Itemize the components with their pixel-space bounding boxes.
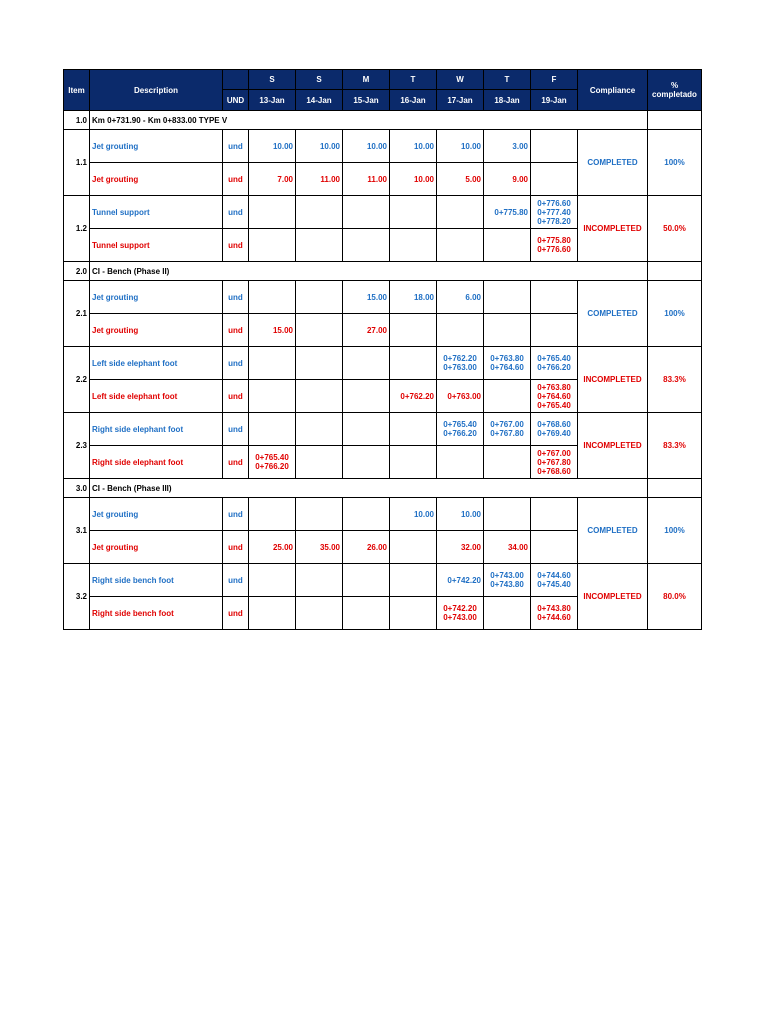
- row-description: Jet grouting: [90, 163, 223, 196]
- day-cell: [249, 498, 296, 531]
- day-cell: [390, 564, 437, 597]
- section-band: [648, 479, 702, 498]
- day-cell: [343, 531, 390, 564]
- day-value: 10.00: [413, 174, 434, 184]
- day-value: 0+743.00: [443, 613, 477, 622]
- day-cell: [437, 498, 484, 531]
- row-description: Jet grouting: [90, 130, 223, 163]
- day-value: 0+743.00: [490, 571, 524, 580]
- day-cell: [343, 130, 390, 163]
- day-cell: [437, 564, 484, 597]
- row-description: Right side elephant foot: [90, 446, 223, 479]
- day-cell: [484, 446, 531, 479]
- compliance-status: INCOMPLETED: [578, 196, 648, 262]
- row-item: 1.2: [64, 196, 90, 262]
- compliance-status: COMPLETED: [578, 281, 648, 347]
- percent-complete: 83.3%: [648, 347, 702, 413]
- day-value: 15.00: [366, 292, 387, 302]
- day-cell: [343, 163, 390, 196]
- day-cell: [296, 597, 343, 630]
- row-description: Jet grouting: [90, 498, 223, 531]
- day-cell: [390, 314, 437, 347]
- row-unit: und: [223, 380, 249, 413]
- day-value: 0+768.60: [537, 420, 571, 429]
- day-cell: [390, 413, 437, 446]
- day-cell: [296, 130, 343, 163]
- section-item: 1.0: [64, 111, 90, 130]
- day-value: 0+765.40: [537, 400, 571, 410]
- day-cell: [296, 163, 343, 196]
- day-cell: [484, 196, 531, 229]
- day-value: 0+777.40: [537, 207, 571, 217]
- header-dow: S: [249, 70, 296, 90]
- table-header: [64, 70, 702, 111]
- day-cell: [296, 380, 343, 413]
- day-cell: [484, 531, 531, 564]
- day-cell: [531, 229, 578, 262]
- section-title: CI - Bench (Phase III): [90, 479, 648, 498]
- row-unit: und: [223, 347, 249, 380]
- row-unit: und: [223, 564, 249, 597]
- day-cell: [437, 531, 484, 564]
- day-cell: [296, 446, 343, 479]
- row-unit: und: [223, 531, 249, 564]
- header-dow: S: [296, 70, 343, 90]
- day-cell: [437, 281, 484, 314]
- row-unit: und: [223, 446, 249, 479]
- compliance-status: INCOMPLETED: [578, 564, 648, 630]
- day-value: 0+742.20: [443, 604, 477, 613]
- day-cell: [531, 130, 578, 163]
- percent-complete: 100%: [648, 498, 702, 564]
- day-cell: [390, 498, 437, 531]
- day-value: 10.00: [366, 141, 387, 151]
- day-cell: [296, 498, 343, 531]
- day-cell: [296, 564, 343, 597]
- day-value: 5.00: [465, 174, 481, 184]
- day-cell: [437, 314, 484, 347]
- day-cell: [343, 498, 390, 531]
- day-cell: [437, 380, 484, 413]
- day-value: 18.00: [413, 292, 434, 302]
- day-value: 0+778.20: [537, 216, 571, 226]
- header-dow: W: [437, 70, 484, 90]
- day-cell: [249, 413, 296, 446]
- day-cell: [531, 498, 578, 531]
- day-value: 0+769.40: [537, 429, 571, 438]
- row-item: 2.3: [64, 413, 90, 479]
- day-value: 0+767.80: [537, 457, 571, 467]
- day-cell: [484, 347, 531, 380]
- section-row: [64, 111, 702, 130]
- row-unit: und: [223, 314, 249, 347]
- day-cell: [343, 446, 390, 479]
- row-unit: und: [223, 498, 249, 531]
- row-description: Jet grouting: [90, 314, 223, 347]
- section-item: 2.0: [64, 262, 90, 281]
- day-value: 0+762.20: [443, 354, 477, 363]
- row-description: Jet grouting: [90, 531, 223, 564]
- day-value: 0+775.80: [537, 236, 571, 245]
- plan-row: [64, 564, 702, 597]
- day-cell: [390, 130, 437, 163]
- header-date: 15-Jan: [343, 90, 390, 111]
- day-cell: [249, 314, 296, 347]
- day-value: 10.00: [413, 141, 434, 151]
- day-cell: [249, 196, 296, 229]
- compliance-status: COMPLETED: [578, 130, 648, 196]
- day-value: 0+765.40: [255, 453, 289, 462]
- day-value: 3.00: [512, 141, 528, 151]
- row-description: Tunnel support: [90, 196, 223, 229]
- day-cell: [390, 531, 437, 564]
- header-item: Item: [64, 70, 90, 111]
- compliance-status: INCOMPLETED: [578, 413, 648, 479]
- day-cell: [531, 446, 578, 479]
- day-cell: [343, 229, 390, 262]
- day-value: 0+744.60: [537, 613, 571, 622]
- section-item: 3.0: [64, 479, 90, 498]
- plan-row: [64, 498, 702, 531]
- day-cell: [531, 531, 578, 564]
- day-value: 0+767.00: [490, 420, 524, 429]
- row-description: Right side bench foot: [90, 597, 223, 630]
- header-dow: T: [390, 70, 437, 90]
- day-value: 0+765.40: [443, 420, 477, 429]
- day-cell: [343, 413, 390, 446]
- day-value: 0+767.00: [537, 448, 571, 458]
- day-cell: [437, 163, 484, 196]
- compliance-status: INCOMPLETED: [578, 347, 648, 413]
- day-cell: [484, 597, 531, 630]
- day-cell: [531, 163, 578, 196]
- day-cell: [249, 564, 296, 597]
- day-value: 0+776.60: [537, 245, 571, 254]
- day-value: 11.00: [367, 174, 387, 184]
- day-cell: [531, 196, 578, 229]
- day-cell: [296, 347, 343, 380]
- day-cell: [437, 597, 484, 630]
- day-cell: [484, 163, 531, 196]
- row-item: 3.2: [64, 564, 90, 630]
- day-cell: [484, 314, 531, 347]
- plan-row: [64, 130, 702, 163]
- day-cell: [249, 229, 296, 262]
- day-cell: [390, 163, 437, 196]
- day-cell: [484, 380, 531, 413]
- day-cell: [343, 380, 390, 413]
- day-cell: [484, 130, 531, 163]
- day-cell: [484, 564, 531, 597]
- header-pct: % completado: [648, 70, 702, 111]
- day-cell: [343, 347, 390, 380]
- header-dow: F: [531, 70, 578, 90]
- day-cell: [531, 413, 578, 446]
- percent-complete: 100%: [648, 281, 702, 347]
- day-value: 11.00: [320, 174, 340, 184]
- day-value: 0+744.60: [537, 571, 571, 580]
- day-cell: [249, 347, 296, 380]
- day-cell: [249, 531, 296, 564]
- percent-complete: 83.3%: [648, 413, 702, 479]
- day-value: 10.00: [460, 141, 481, 151]
- header-date: 19-Jan: [531, 90, 578, 111]
- day-value: 7.00: [277, 174, 293, 184]
- day-cell: [296, 281, 343, 314]
- day-cell: [484, 413, 531, 446]
- day-cell: [531, 281, 578, 314]
- header-und: UND: [223, 90, 249, 111]
- row-unit: und: [223, 229, 249, 262]
- header-dow: T: [484, 70, 531, 90]
- day-cell: [296, 413, 343, 446]
- day-cell: [531, 347, 578, 380]
- day-value: 25.00: [272, 542, 293, 552]
- day-value: 9.00: [512, 174, 528, 184]
- row-unit: und: [223, 597, 249, 630]
- day-value: 0+764.60: [537, 391, 571, 401]
- percent-complete: 80.0%: [648, 564, 702, 630]
- row-description: Tunnel support: [90, 229, 223, 262]
- day-value: 0+743.80: [490, 580, 524, 589]
- day-value: 0+743.80: [537, 604, 571, 613]
- day-cell: [249, 130, 296, 163]
- day-value: 6.00: [465, 292, 481, 302]
- day-value: 32.00: [460, 542, 481, 552]
- day-value: 26.00: [366, 542, 387, 552]
- plan-row: [64, 347, 702, 380]
- day-value: 10.00: [272, 141, 293, 151]
- day-cell: [390, 229, 437, 262]
- header-und-top: [223, 70, 249, 90]
- row-description: Right side bench foot: [90, 564, 223, 597]
- day-value: 0+763.00: [447, 391, 481, 401]
- day-cell: [531, 380, 578, 413]
- row-description: Right side elephant foot: [90, 413, 223, 446]
- day-value: 34.00: [507, 542, 528, 552]
- row-description: Jet grouting: [90, 281, 223, 314]
- day-cell: [437, 413, 484, 446]
- day-cell: [531, 597, 578, 630]
- header-description: Description: [90, 70, 223, 111]
- day-value: 27.00: [366, 325, 387, 335]
- day-cell: [296, 531, 343, 564]
- day-value: 10.00: [460, 509, 481, 519]
- day-cell: [343, 564, 390, 597]
- day-value: 0+763.80: [537, 382, 571, 392]
- day-cell: [249, 380, 296, 413]
- header-date: 14-Jan: [296, 90, 343, 111]
- day-cell: [296, 196, 343, 229]
- day-cell: [249, 446, 296, 479]
- day-cell: [437, 347, 484, 380]
- day-cell: [484, 229, 531, 262]
- row-item: 2.2: [64, 347, 90, 413]
- day-cell: [437, 130, 484, 163]
- table-body: [64, 111, 702, 630]
- day-cell: [484, 498, 531, 531]
- header-dow: M: [343, 70, 390, 90]
- day-value: 10.00: [413, 509, 434, 519]
- day-cell: [249, 281, 296, 314]
- day-value: 0+768.60: [537, 466, 571, 476]
- day-value: 35.00: [319, 542, 340, 552]
- day-cell: [390, 196, 437, 229]
- row-item: 1.1: [64, 130, 90, 196]
- section-row: [64, 262, 702, 281]
- day-value: 0+763.00: [443, 363, 477, 372]
- day-value: 0+766.20: [255, 462, 289, 471]
- day-value: 0+764.60: [490, 363, 524, 372]
- row-item: 2.1: [64, 281, 90, 347]
- section-title: CI - Bench (Phase II): [90, 262, 648, 281]
- day-cell: [390, 446, 437, 479]
- header-date: 13-Jan: [249, 90, 296, 111]
- day-cell: [296, 314, 343, 347]
- day-cell: [390, 380, 437, 413]
- day-value: 0+775.80: [494, 207, 528, 217]
- day-value: 0+765.40: [537, 354, 571, 363]
- day-cell: [484, 281, 531, 314]
- day-cell: [296, 229, 343, 262]
- day-value: 10.00: [319, 141, 340, 151]
- day-value: 0+766.20: [443, 429, 477, 438]
- plan-row: [64, 413, 702, 446]
- day-cell: [249, 163, 296, 196]
- row-item: 3.1: [64, 498, 90, 564]
- day-cell: [343, 281, 390, 314]
- row-unit: und: [223, 281, 249, 314]
- header-date: 17-Jan: [437, 90, 484, 111]
- row-unit: und: [223, 163, 249, 196]
- row-description: Left side elephant foot: [90, 380, 223, 413]
- day-cell: [343, 314, 390, 347]
- section-band: [648, 262, 702, 281]
- day-value: 0+766.20: [537, 363, 571, 372]
- plan-row: [64, 281, 702, 314]
- row-unit: und: [223, 413, 249, 446]
- day-cell: [390, 347, 437, 380]
- section-title: Km 0+731.90 - Km 0+833.00 TYPE V: [90, 111, 648, 130]
- header-date: 18-Jan: [484, 90, 531, 111]
- section-row: [64, 479, 702, 498]
- day-value: 15.00: [272, 325, 293, 335]
- section-band: [648, 111, 702, 130]
- day-value: 0+767.80: [490, 429, 524, 438]
- compliance-status: COMPLETED: [578, 498, 648, 564]
- day-value: 0+742.20: [447, 575, 481, 585]
- day-value: 0+776.60: [537, 198, 571, 208]
- day-cell: [437, 196, 484, 229]
- day-value: 0+745.40: [537, 580, 571, 589]
- row-description: Left side elephant foot: [90, 347, 223, 380]
- day-cell: [437, 446, 484, 479]
- percent-complete: 50.0%: [648, 196, 702, 262]
- day-cell: [390, 281, 437, 314]
- day-cell: [390, 597, 437, 630]
- day-value: 0+763.80: [490, 354, 524, 363]
- plan-row: [64, 196, 702, 229]
- day-cell: [437, 229, 484, 262]
- header-compliance: Compliance: [578, 70, 648, 111]
- row-unit: und: [223, 196, 249, 229]
- header-date: 16-Jan: [390, 90, 437, 111]
- day-cell: [343, 597, 390, 630]
- day-cell: [531, 564, 578, 597]
- day-cell: [249, 597, 296, 630]
- day-cell: [343, 196, 390, 229]
- row-unit: und: [223, 130, 249, 163]
- day-value: 0+762.20: [400, 391, 434, 401]
- percent-complete: 100%: [648, 130, 702, 196]
- schedule-table: [63, 69, 702, 630]
- day-cell: [531, 314, 578, 347]
